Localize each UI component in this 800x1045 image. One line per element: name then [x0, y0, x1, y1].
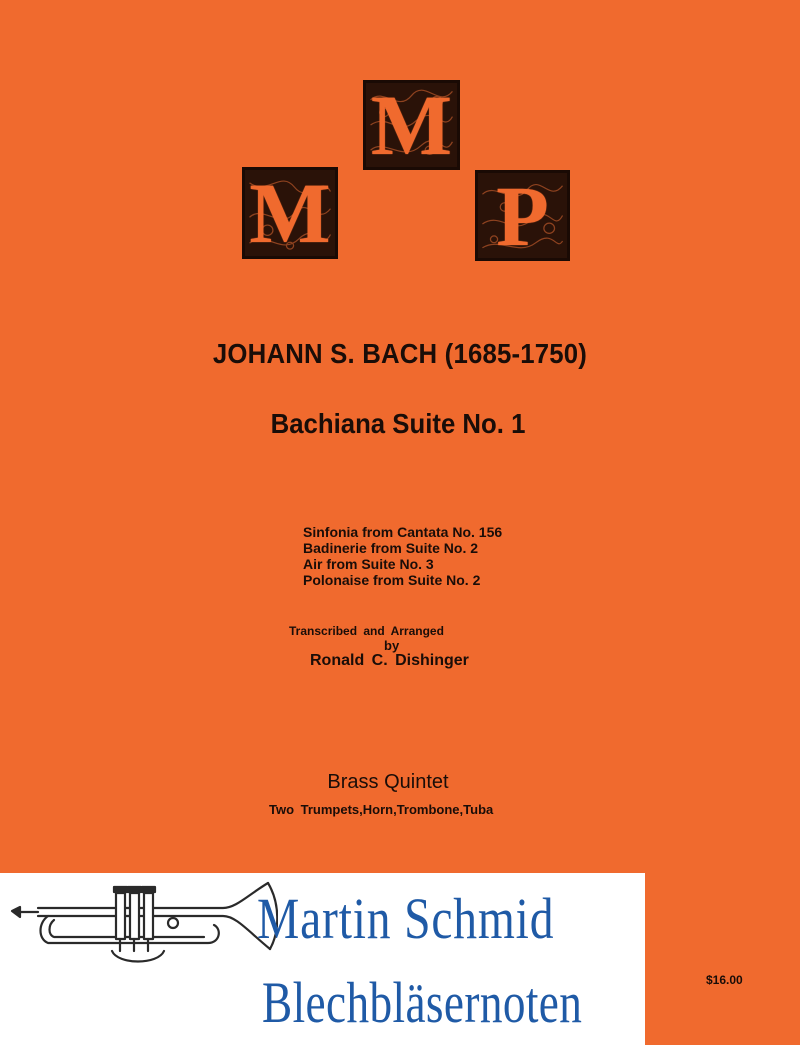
composer-heading: JOHANN S. BACH (1685-1750): [212, 338, 588, 369]
logo-box-p-right: [475, 170, 570, 261]
arranger-name: Ronald C. Dishinger: [310, 652, 469, 669]
work-title: Bachiana Suite No. 1: [270, 408, 526, 439]
credit-by: by: [384, 638, 400, 653]
logo-letter: M: [370, 80, 453, 170]
trumpet-icon: [8, 873, 278, 973]
dealer-subtitle: Blechbläsernoten: [262, 970, 583, 1035]
logo-box-m-top: [363, 80, 460, 170]
price-label: $16.00: [706, 973, 743, 987]
movement-item: Sinfonia from Cantata No. 156: [303, 524, 503, 540]
movement-item: Air from Suite No. 3: [303, 556, 434, 572]
logo-letter: P: [496, 170, 549, 261]
logo-box-m-left: [242, 167, 338, 259]
movement-list: [303, 524, 502, 588]
movement-item: Polonaise from Suite No. 2: [303, 572, 481, 588]
logo-letter: M: [249, 167, 331, 259]
movement-item: Badinerie from Suite No. 2: [303, 540, 479, 556]
dealer-banner: [0, 873, 645, 1045]
dealer-name: Martin Schmid: [257, 886, 555, 951]
instrumentation: Two Trumpets,Horn,Trombone,Tuba: [269, 802, 494, 817]
ensemble-label: Brass Quintet: [327, 771, 449, 793]
credit-label: Transcribed and Arranged: [289, 624, 444, 638]
